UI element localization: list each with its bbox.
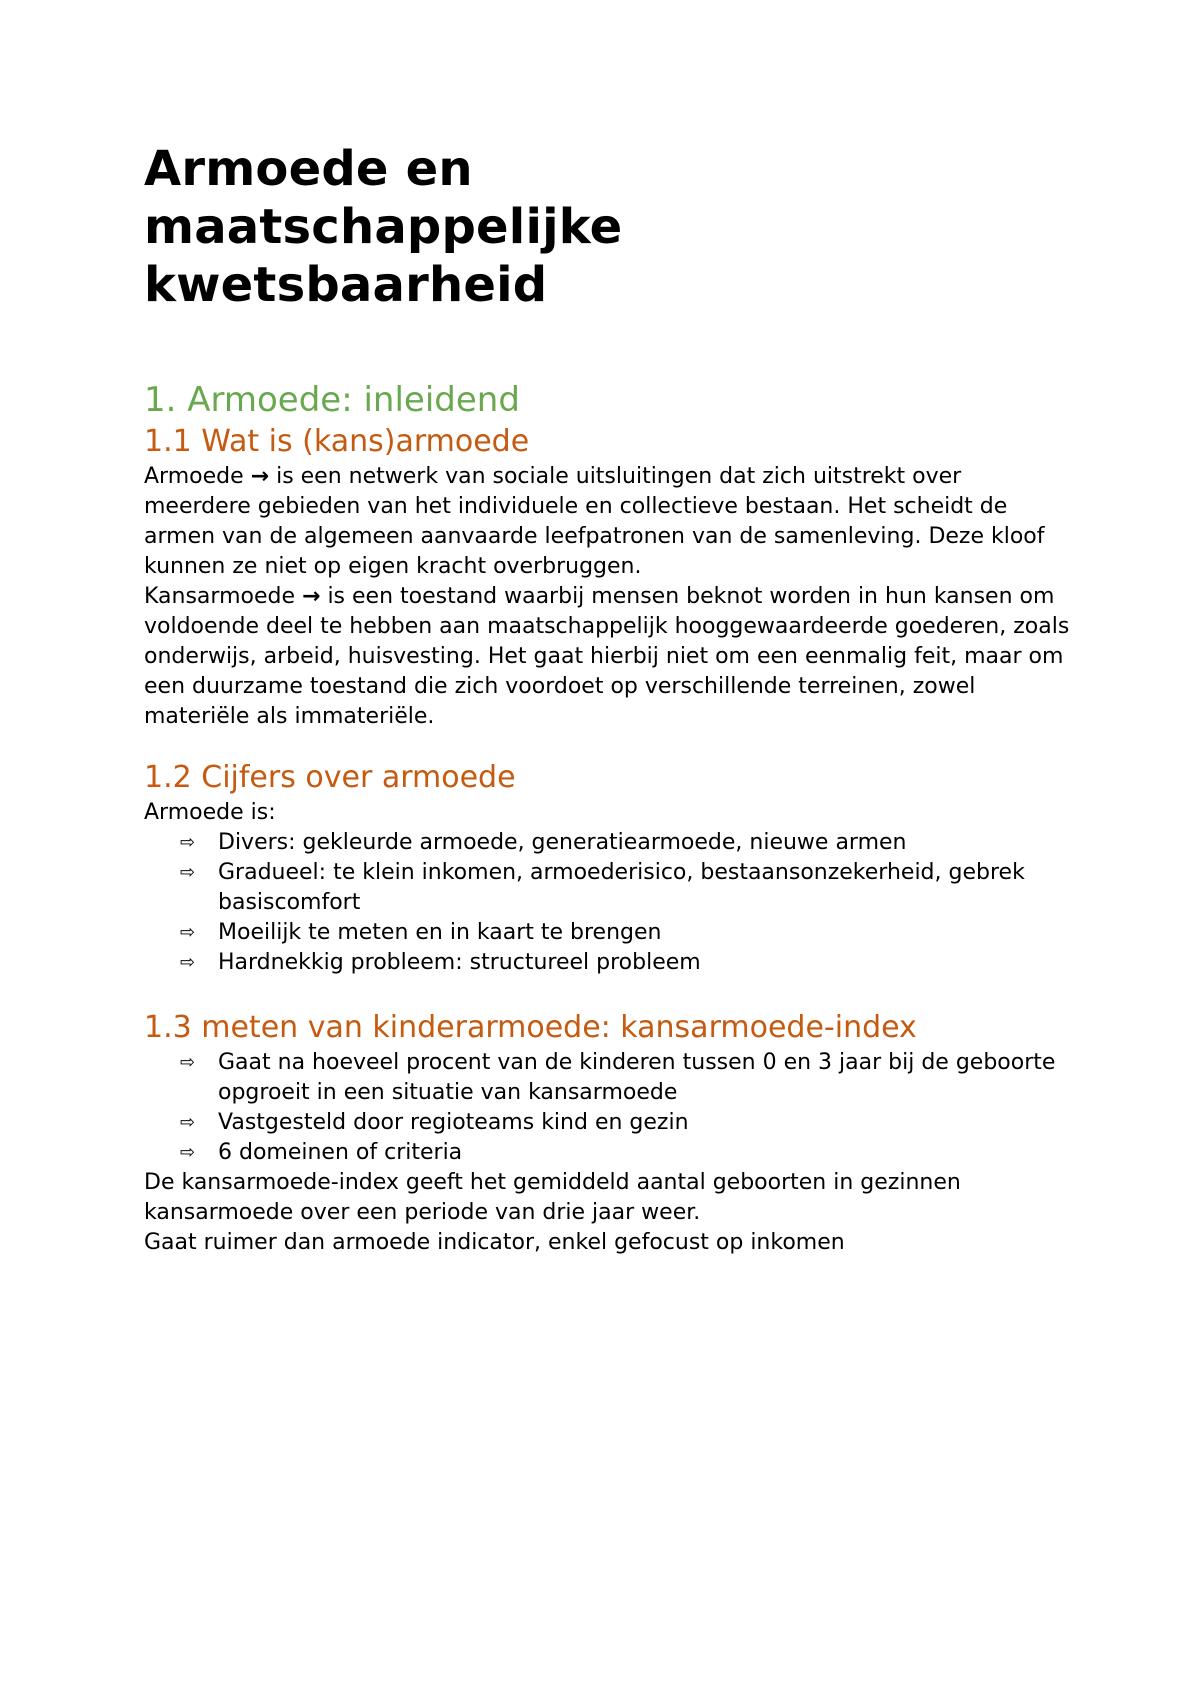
- arrow-right-icon: →: [250, 464, 270, 489]
- kansarmoede-index-list: [144, 1048, 1074, 1168]
- arrow-bullet-icon: ⇨: [180, 952, 196, 973]
- armoede-term: Armoede: [144, 464, 244, 489]
- list-item: ⇨ Gaat na hoeveel procent van de kinderen tussen 0 en 3 jaar bij de geboorte opgroeit in een situatie van kansarmoede: [180, 1050, 1056, 1105]
- title-line-2: maatschappelijke: [144, 199, 623, 255]
- document-title: [144, 140, 1074, 314]
- title-line-3: kwetsbaarheid: [144, 257, 548, 313]
- kansarmoede-term: Kansarmoede: [144, 584, 295, 609]
- armoede-is-intro: Armoede is:: [144, 800, 276, 825]
- arrow-bullet-icon: ⇨: [180, 1112, 196, 1133]
- section-heading-armoede-inleidend: 1. Armoede: inleidend: [144, 380, 520, 420]
- kansarmoede-index-explanation: De kansarmoede-index geeft het gemiddeld aantal geboorten in gezinnen kansarmoede over een periode van drie jaar weer.: [144, 1170, 961, 1225]
- list-item: ⇨ Divers: gekleurde armoede, generatiearmoede, nieuwe armen: [144, 828, 1074, 858]
- arrow-right-icon: →: [302, 584, 321, 609]
- arrow-bullet-icon: ⇨: [180, 1142, 196, 1163]
- armoede-definition: [144, 462, 1074, 582]
- subsection-heading-kansarmoede-index: 1.3 meten van kinderarmoede: kansarmoede-index: [144, 1010, 917, 1045]
- list-item: ⇨ Moeilijk te meten en in kaart te brengen: [144, 918, 1074, 948]
- list-item: ⇨ 6 domeinen of criteria: [144, 1138, 1074, 1168]
- kansarmoede-definition-text: is een toestand waarbij mensen beknot worden in hun kansen om voldoende deel te hebben aan maatschappelijk hooggewaardeerde goederen, zoals onderwijs, arbeid, huisvesting. Het gaat hierbij niet om een eenmalig feit, maar om een duurzame toestand die zich voordoet op verschillende terreinen, zowel materiële als immateriële.: [144, 584, 1070, 729]
- arrow-bullet-icon: ⇨: [180, 922, 196, 943]
- kansarmoede-definition: [144, 582, 1074, 732]
- arrow-bullet-icon: ⇨: [180, 832, 196, 853]
- subsection-heading-wat-is-kansarmoede: 1.1 Wat is (kans)armoede: [144, 424, 530, 459]
- title-line-1: Armoede en: [144, 141, 473, 197]
- kansarmoede-index-scope: Gaat ruimer dan armoede indicator, enkel gefocust op inkomen: [144, 1230, 845, 1255]
- arrow-bullet-icon: ⇨: [180, 1052, 196, 1073]
- list-item: ⇨ Vastgesteld door regioteams kind en gezin: [144, 1108, 1074, 1138]
- list-item: ⇨ Gradueel: te klein inkomen, armoederisico, bestaansonzekerheid, gebrek basiscomfort: [180, 860, 1025, 915]
- armoede-definition-text: is een netwerk van sociale uitsluitingen dat zich uitstrekt over meerdere gebieden van het individuele en collectieve bestaan. Het scheidt de armen van de algemeen aanvaarde leefpatronen van de samenleving. Deze kloof kunnen ze niet op eigen kracht overbruggen.: [144, 464, 1045, 579]
- subsection-heading-cijfers-over-armoede: 1.2 Cijfers over armoede: [144, 760, 516, 795]
- armoede-characteristics-list: [144, 828, 1074, 978]
- list-item: ⇨ Hardnekkig probleem: structureel probleem: [144, 948, 1074, 978]
- document-page: [144, 140, 1074, 1258]
- arrow-bullet-icon: ⇨: [180, 862, 196, 883]
